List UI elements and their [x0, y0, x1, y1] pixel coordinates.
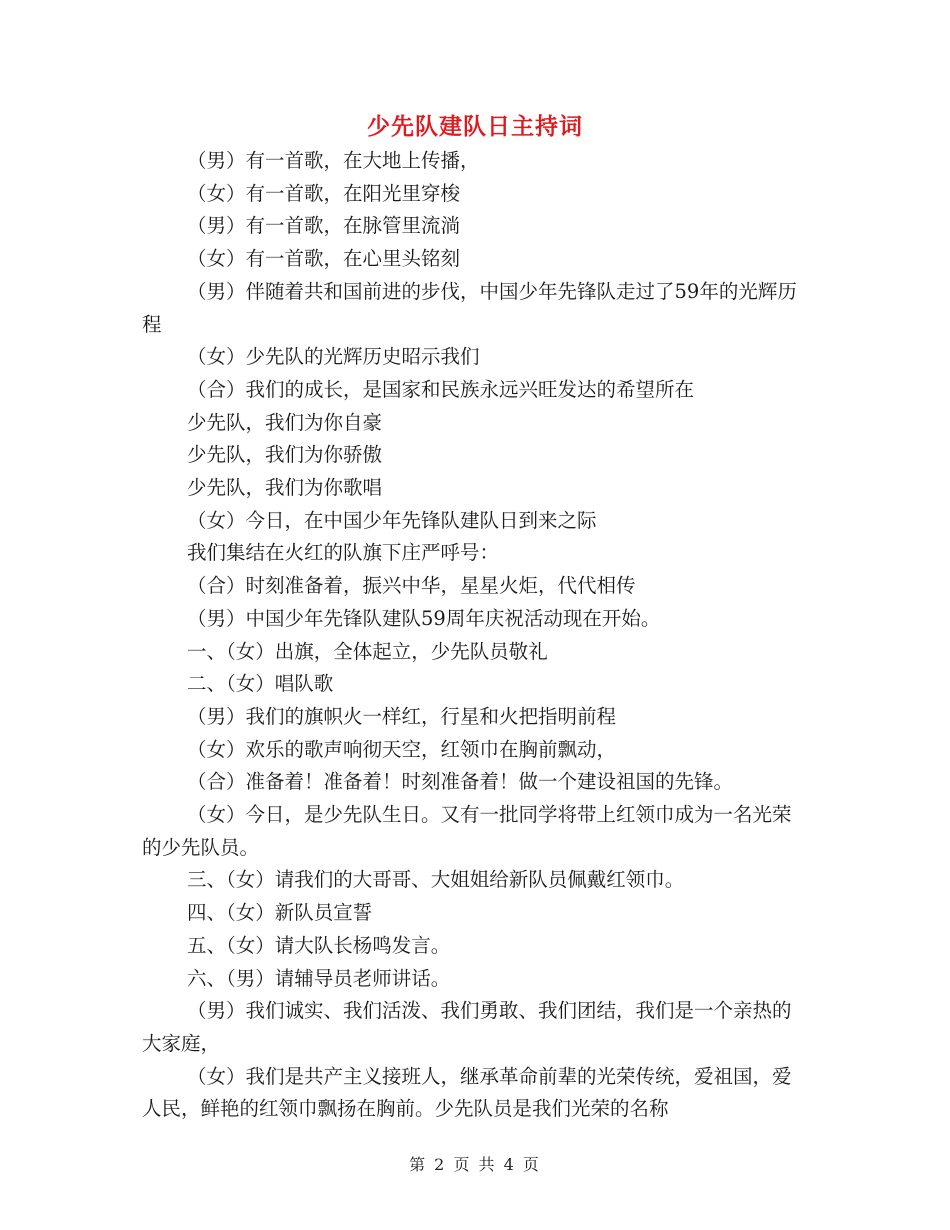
- page-number-footer: 第 2 页 共 4 页: [409, 1155, 541, 1174]
- paragraph: 三、（女）请我们的大哥哥、大姐姐给新队员佩戴红领巾。: [187, 868, 685, 892]
- paragraph: 少先队，我们为你自豪: [187, 410, 383, 434]
- paragraph: 少先队，我们为你歌唱: [187, 476, 383, 500]
- paragraph: （女）今日，在中国少年先锋队建队日到来之际: [187, 508, 597, 532]
- paragraph: 四、（女）新队员宣誓: [187, 901, 373, 925]
- paragraph: 一、（女）出旗，全体起立，少先队员敬礼: [187, 639, 548, 663]
- paragraph: （男）我们诚实、我们活泼、我们勇敢、我们团结，我们是一个亲热的大家庭，: [142, 999, 792, 1055]
- paragraph: （女）有一首歌，在阳光里穿梭: [187, 181, 461, 205]
- paragraph: （女）少先队的光辉历史昭示我们: [187, 345, 480, 369]
- paragraph: 五、（女）请大队长杨鸣发言。: [187, 933, 451, 957]
- paragraph: 六、（男）请辅导员老师讲话。: [187, 966, 451, 990]
- paragraph: （男）伴随着共和国前进的步伐，中国少年先锋队走过了59年的光辉历程: [142, 279, 797, 336]
- paragraph: 少先队，我们为你骄傲: [187, 443, 383, 467]
- document-body: [142, 145, 802, 1126]
- paragraph: （女）欢乐的歌声响彻天空，红领巾在胸前飘动，: [187, 737, 617, 761]
- paragraph: （男）有一首歌，在脉管里流淌: [187, 214, 461, 238]
- paragraph: （女）我们是共产主义接班人，继承革命前辈的光荣传统，爱祖国，爱人民，鲜艳的红领巾飘扬在胸前。少先队员是我们光荣的名称: [142, 1064, 792, 1121]
- paragraph: （女）有一首歌，在心里头铭刻: [187, 247, 461, 271]
- paragraph: （合）准备着！准备着！时刻准备着！做一个建设祖国的先锋。: [187, 770, 734, 794]
- paragraph: （男）中国少年先锋队建队59周年庆祝活动现在开始。: [187, 606, 661, 630]
- paragraph: （男）我们的旗帜火一样红，行星和火把指明前程: [187, 704, 617, 728]
- paragraph: （女）今日，是少先队生日。又有一批同学将带上红领巾成为一名光荣的少先队员。: [142, 803, 792, 859]
- paragraph: （合）我们的成长，是国家和民族永远兴旺发达的希望所在: [187, 377, 695, 401]
- paragraph: （男）有一首歌，在大地上传播，: [187, 149, 480, 172]
- document-title: 少先队建队日主持词: [367, 114, 583, 140]
- paragraph: 二、（女）唱队歌: [187, 672, 334, 696]
- paragraph: （合）时刻准备着，振兴中华，星星火炬，代代相传: [187, 574, 636, 598]
- paragraph: 我们集结在火红的队旗下庄严呼号：: [187, 541, 500, 565]
